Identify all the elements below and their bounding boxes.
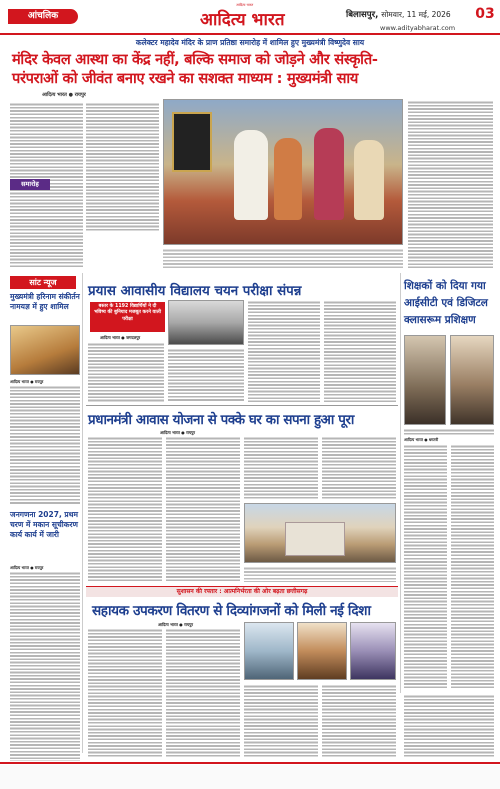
story-2-headline: प्रयास आवासीय विद्यालय चयन परीक्षा संपन्न — [88, 284, 302, 299]
story-5-photo-2 — [297, 622, 347, 680]
story-3-headline-3: क्लासरूम प्रशिक्षण — [404, 314, 476, 326]
story-3-body-col-1 — [404, 444, 447, 689]
sidebar-story-1-photo — [10, 325, 80, 375]
photo-figure — [234, 130, 268, 220]
story-3-headline-1: शिक्षकों को दिया गया — [404, 280, 486, 292]
photo-figure — [314, 128, 344, 220]
story-2-highlight-text: बस्तर के 1192 विद्यार्थियों ने दी भविष्य की बुनियाद मजबूत करने वाली परीक्षा — [94, 304, 161, 322]
lead-byline: आदित्य भारत ● रायपुर — [42, 92, 86, 98]
footer-rule — [0, 762, 500, 764]
photo-house — [285, 522, 345, 556]
story-5-body-col-1 — [88, 628, 162, 758]
lead-body-col-2 — [86, 102, 159, 232]
story-5-body-col-2 — [166, 628, 240, 758]
story-5-headline: सहायक उपकरण वितरण से दिव्यांगजनों को मिली नई दिशा — [92, 603, 371, 619]
story-3-headline-2: आईसीटी एवं डिजिटल — [404, 297, 488, 309]
story-3-photo-2 — [450, 335, 494, 425]
masthead-rule — [0, 33, 500, 35]
sidebar-short-news-title: सांट न्यूज — [10, 276, 76, 289]
lead-headline-2: परंपराओं को जीवंत बनाए रखने का सशक्त माध्यम : मुख्यमंत्री साय — [12, 70, 359, 87]
sidebar-story-2-headline: जनगणना 2027, प्रथम चरण में मकान सूचीकरण कार्य कार्य में जारी — [10, 510, 78, 539]
story-2-highlight-box — [90, 302, 165, 332]
story-5-body-col-4 — [322, 684, 396, 758]
page-number: 03 — [475, 6, 495, 22]
story-2-body-col-1 — [88, 342, 164, 402]
photo-plaque — [172, 112, 212, 172]
story-3-body-col-2 — [451, 444, 494, 689]
story-2-body-col-2 — [168, 348, 244, 402]
story-5-photo-3 — [350, 622, 396, 680]
story-2-body-col-4 — [324, 300, 396, 402]
story-4-photo-caption — [244, 566, 396, 582]
story-5-photo-1 — [244, 622, 294, 680]
story-4-photo — [244, 503, 396, 563]
photo-figure — [274, 138, 302, 220]
footer-band — [0, 765, 500, 789]
story-5-kicker: सुशासन की रफ्तार : आत्मनिर्भरता की ओर बढ़ता छत्तीसगढ़ — [176, 588, 308, 595]
sidebar-story-1-byline: आदित्य भारत ● रायपुर — [10, 379, 44, 384]
logo-text: आदित्य भारत — [200, 10, 285, 30]
masthead — [0, 0, 500, 36]
location: बिलासपुर, — [346, 10, 379, 20]
story-3-byline: आदित्य भारत ● धमतरी — [404, 437, 439, 442]
story-4-body-col-4 — [322, 436, 396, 500]
lead-photo-caption — [163, 248, 403, 268]
story-3-photo-1 — [404, 335, 446, 425]
sidebar-story-1-headline: मुख्यमंत्री हरिनाम संकीर्तन नामयज्ञ में हुए शामिल — [10, 292, 80, 311]
left-sidebar-divider — [82, 273, 83, 753]
story-2-byline: आदित्य भारत ● जगदलपुर — [100, 335, 141, 340]
logo-tagline: आदित्य भारत — [236, 3, 254, 7]
logo — [196, 3, 316, 31]
lead-photo — [163, 99, 403, 245]
sidebar-story-1-body — [10, 385, 80, 505]
story-4-byline: आदित्य भारत ● रायपुर — [160, 430, 196, 435]
story-4-body-col-2 — [166, 436, 240, 582]
photo-figure — [354, 140, 384, 220]
sidebar-story-2-byline: आदित्य भारत ● रायपुर — [10, 565, 44, 570]
story-4-body-col-3 — [244, 436, 318, 500]
lead-kicker: कलेक्टर महादेव मंदिर के प्राण प्रतिष्ठा समारोह में शामिल हुए मुख्यमंत्री विष्णुदेव साय — [135, 38, 365, 47]
story-4-headline: प्रधानमंत्री आवास योजना से पक्के घर का सपना हुआ पूरा — [88, 413, 354, 428]
section-tab: आंचलिक — [8, 9, 78, 24]
lead-body-col-3 — [408, 100, 493, 268]
website[interactable]: www.adityabharat.com — [380, 24, 456, 32]
lead-tag-samaroh: समारोह — [10, 179, 50, 190]
sidebar-story-2-body — [10, 571, 80, 761]
lead-headline-1: मंदिर केवल आस्था का केंद्र नहीं, बल्कि समाज को जोड़ने और संस्कृति- — [12, 51, 378, 68]
location-date — [346, 9, 451, 20]
story-5-body-col-3 — [244, 684, 318, 758]
story-2-photo — [168, 300, 244, 345]
date: सोमवार, 11 मई, 2026 — [381, 10, 451, 19]
story-4-body-col-1 — [88, 436, 162, 582]
story-2-body-col-3 — [248, 300, 320, 402]
story-5-byline: आदित्य भारत ● रायपुर — [158, 622, 194, 627]
story-5-body-col-5 — [404, 694, 494, 758]
story-4-rule — [86, 405, 398, 406]
story-3-photo-caption — [404, 428, 494, 436]
